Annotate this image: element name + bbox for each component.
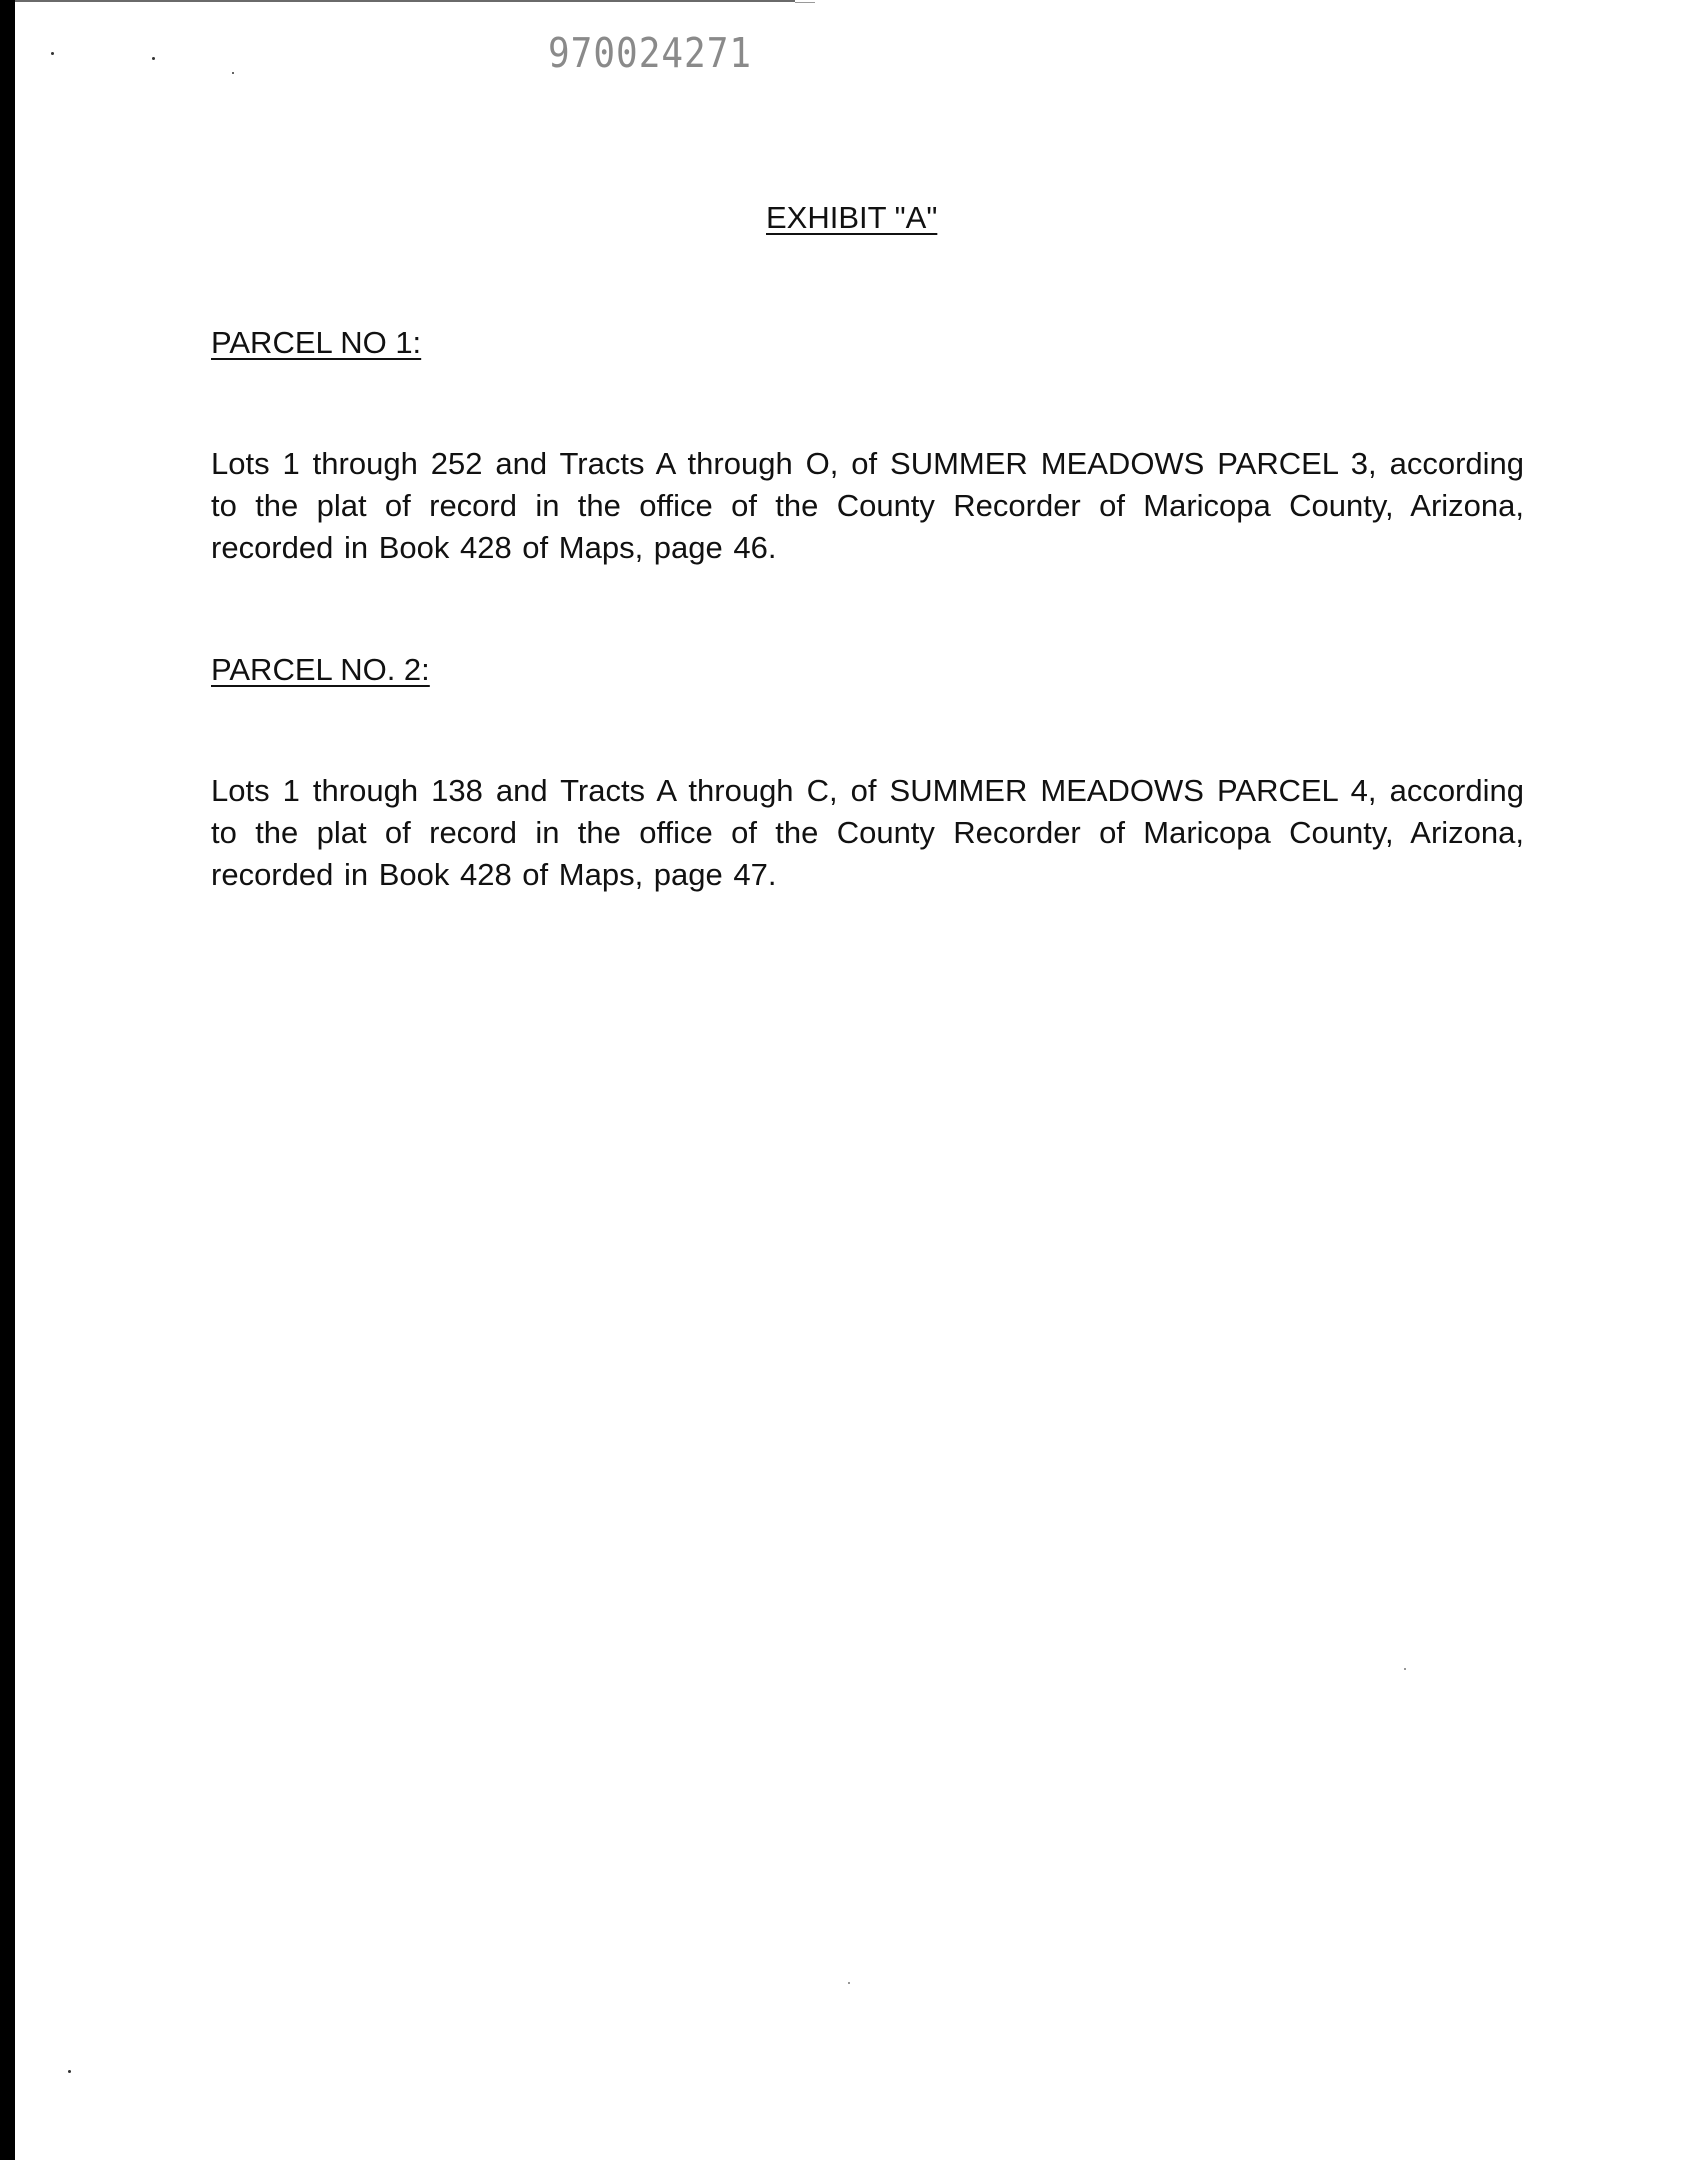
exhibit-title: EXHIBIT "A": [766, 200, 938, 235]
scan-speck: [1404, 1668, 1406, 1670]
scan-speck: [232, 72, 234, 74]
scan-top-rule: [15, 0, 795, 2]
scan-speck: [51, 52, 54, 55]
parcel-1-description: Lots 1 through 252 and Tracts A through O, of SUMMER MEADOWS PARCEL 3, according to the plat of record in the office of the County Recorder of Maricopa County, Arizona, recorded in Book 428 of Maps, page 46.: [211, 446, 1524, 565]
scan-speck: [848, 1982, 850, 1984]
scan-speck: [68, 2070, 71, 2073]
scan-speck: [152, 57, 155, 60]
parcel-2-description: Lots 1 through 138 and Tracts A through C, of SUMMER MEADOWS PARCEL 4, according to the plat of record in the office of the County Recorder of Maricopa County, Arizona, recorded in Book 428 of Maps, page 47.: [211, 773, 1524, 892]
scan-top-rule-tail: [795, 2, 815, 3]
parcel-1-heading: PARCEL NO 1:: [211, 325, 422, 360]
parcel-2-heading: PARCEL NO. 2:: [211, 652, 430, 687]
scan-left-border: [0, 0, 15, 2160]
recording-number-stamp: 970024271: [548, 30, 753, 78]
